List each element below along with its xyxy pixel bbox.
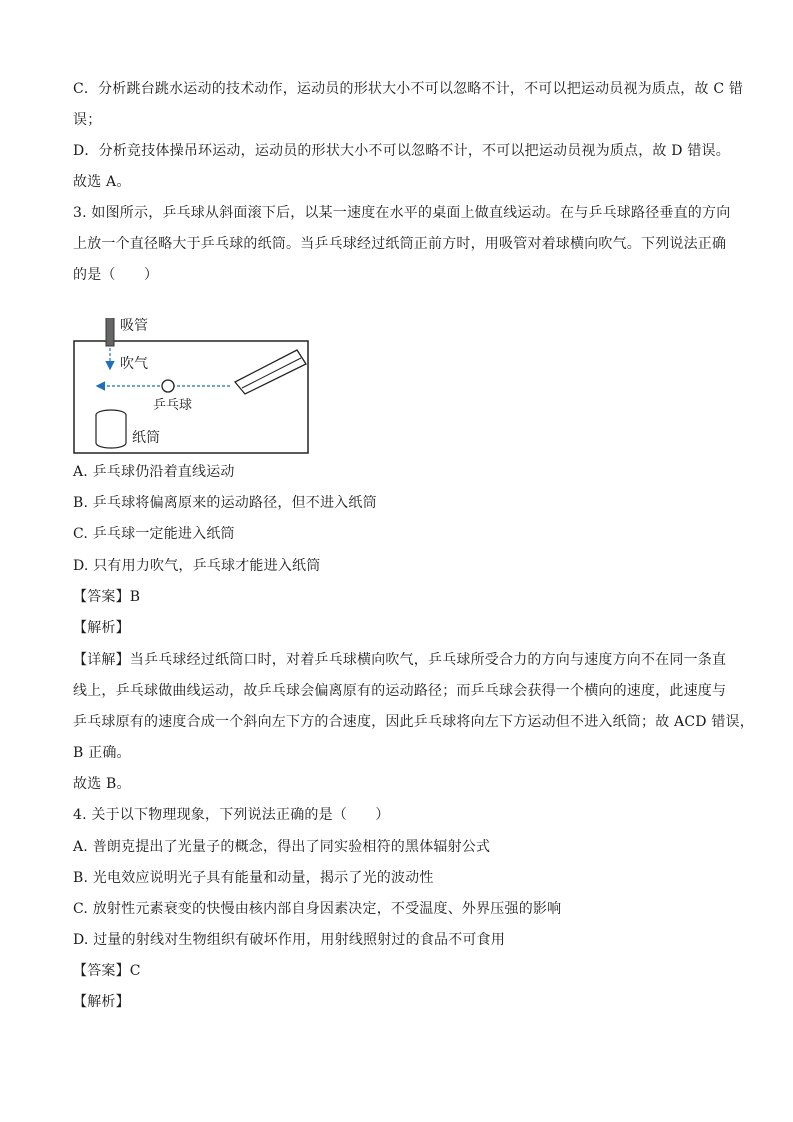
question-3-figure xyxy=(60,318,320,458)
ramp xyxy=(235,350,306,394)
question-4-stem: 4. 关于以下物理现象，下列说法正确的是（ ） xyxy=(73,807,390,823)
explanation-line: B 正确。 xyxy=(73,745,131,761)
answer-line: 【答案】C xyxy=(73,963,141,979)
option-c: C. 乒乓球一定能进入纸筒 xyxy=(73,526,235,542)
straw xyxy=(106,318,114,346)
explanation-line: 【详解】当乒乓球经过纸筒口时，对着乒乓球横向吹气，乒乓球所受合力的方向与速度方向不在同一条直 xyxy=(73,652,727,668)
option-c: C. 放射性元素衰变的快慢由核内部自身因素决定，不受温度、外界压强的影响 xyxy=(73,901,562,917)
explanation-line: 线上，乒乓球做曲线运动，故乒乓球会偏离原有的运动路径；而乒乓球会获得一个横向的速度，此速度与 xyxy=(73,683,727,699)
blow-label: 吹气 xyxy=(120,356,148,372)
analysis-heading: 【解析】 xyxy=(73,620,130,636)
figure-drawing xyxy=(60,318,320,458)
option-d: D. 只有用力吹气，乒乓球才能进入纸筒 xyxy=(73,558,321,574)
paper-tube-body xyxy=(96,415,126,448)
text-line: C．分析跳台跳水运动的技术动作，运动员的形状大小不可以忽略不计，不可以把运动员视为质点，故 C 错 xyxy=(73,81,744,97)
option-a: A. 乒乓球仍沿着直线运动 xyxy=(73,464,235,480)
ball-label: 乒乓球 xyxy=(153,398,193,413)
option-a: A. 普朗克提出了光量子的概念，得出了同实验相符的黑体辐射公式 xyxy=(73,839,491,855)
text-line: D．分析竞技体操吊环运动，运动员的形状大小不可以忽略不计，不可以把运动员视为质点，故 D 错误。 xyxy=(73,143,730,159)
question-3-stem: 上放一个直径略大于乒乓球的纸筒。当乒乓球经过纸筒正前方时，用吸管对着球横向吹气。下列说法正确 xyxy=(73,236,727,252)
option-d: D. 过量的射线对生物组织有破坏作用，用射线照射过的食品不可食用 xyxy=(73,932,506,948)
explanation-line: 乒乓球原有的速度合成一个斜向左下方的合速度，因此乒乓球将向左下方运动但不进入纸筒；故 ACD 错误， xyxy=(73,714,754,730)
text-line: 故选 A。 xyxy=(73,174,131,190)
analysis-heading: 【解析】 xyxy=(73,994,130,1010)
selection-line: 故选 B。 xyxy=(73,776,131,792)
ping-pong-ball xyxy=(162,380,174,392)
question-3-stem: 3. 如图所示，乒乓球从斜面滚下后，以某一速度在水平的桌面上做直线运动。在与乒乓球路径垂直的方向 xyxy=(73,205,731,221)
text-line: 误； xyxy=(73,112,102,128)
option-b: B. 光电效应说明光子具有能量和动量，揭示了光的波动性 xyxy=(73,870,434,886)
straw-label: 吸管 xyxy=(120,318,148,334)
option-b: B. 乒乓球将偏离原来的运动路径，但不进入纸筒 xyxy=(73,495,377,511)
answer-line: 【答案】B xyxy=(73,589,141,605)
tube-label: 纸筒 xyxy=(132,430,160,446)
question-3-stem: 的是（ ） xyxy=(73,267,159,283)
